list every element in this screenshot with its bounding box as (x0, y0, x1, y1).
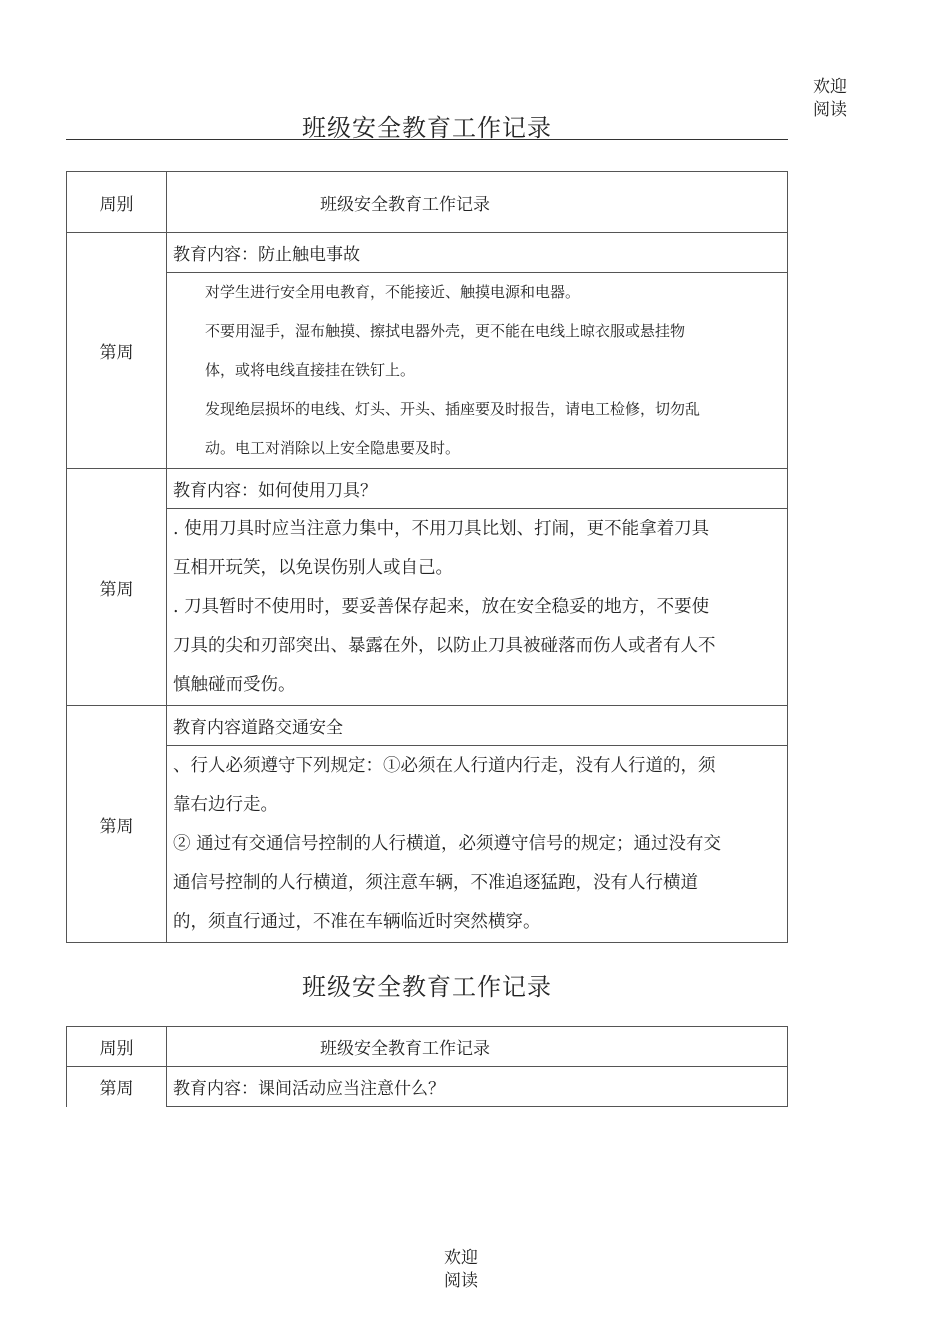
week-column-header: 周别 (67, 172, 167, 233)
week-column-header: 周别 (67, 1027, 167, 1067)
education-content (167, 273, 788, 469)
content-line: 、行人必须遵守下列规定：①必须在人行道内行走，没有人行道的，须 (173, 755, 716, 776)
content-line: 不要用湿手，湿布触摸、擦拭电器外壳，更不能在电线上晾衣服或悬挂物 (205, 322, 686, 340)
education-content (167, 509, 788, 706)
table-row (67, 233, 788, 273)
education-topic: 教育内容道路交通安全 (167, 706, 788, 746)
welcome-line-1: 欢迎 (444, 1248, 478, 1268)
safety-record-table (66, 171, 788, 943)
content-line: ② 通过有交通信号控制的人行横道，必须遵守信号的规定；通过没有交 (173, 833, 722, 854)
week-label: 第周 (67, 233, 167, 469)
table-row (67, 706, 788, 746)
content-line: 对学生进行安全用电教育，不能接近、触摸电源和电器。 (205, 283, 581, 301)
welcome-read-label-top (810, 76, 850, 122)
week-label: 第周 (67, 1067, 167, 1107)
education-content (167, 746, 788, 943)
record-column-header: 班级安全教育工作记录 (167, 1027, 788, 1067)
title-underline (66, 139, 788, 140)
page-title: 班级安全教育工作记录 (302, 973, 552, 1001)
content-line: 动。电工对消除以上安全隐患要及时。 (205, 439, 461, 457)
content-line: 体，或将电线直接挂在铁钉上。 (205, 361, 416, 379)
week-label: 第周 (67, 706, 167, 943)
welcome-read-label-bottom (441, 1247, 481, 1293)
education-topic: 教育内容：如何使用刀具？ (167, 469, 788, 509)
content-line: . 刀具暂时不使用时，要妥善保存起来，放在安全稳妥的地方，不要使 (173, 596, 710, 617)
page-title: 班级安全教育工作记录 (302, 114, 552, 142)
table-header-row (67, 1027, 788, 1067)
content-line: 互相开玩笑，以免误伤别人或自己。 (173, 557, 453, 578)
safety-record-table (66, 1026, 788, 1107)
table-row (67, 746, 788, 943)
content-line: 慎触碰而受伤。 (173, 674, 296, 695)
table-row (67, 273, 788, 469)
table-row (67, 1067, 788, 1107)
table-row (67, 469, 788, 509)
table-header-row (67, 172, 788, 233)
week-label: 第周 (67, 469, 167, 706)
content-line: 的，须直行通过，不准在车辆临近时突然横穿。 (173, 911, 541, 932)
education-topic: 教育内容：课间活动应当注意什么？ (167, 1067, 788, 1107)
welcome-line-1: 欢迎 (813, 77, 847, 97)
content-line: 发现绝层损坏的电线、灯头、开头、插座要及时报告，请电工检修，切勿乱 (205, 400, 701, 418)
content-line: . 使用刀具时应当注意力集中，不用刀具比划、打闹，更不能拿着刀具 (173, 518, 710, 539)
education-topic: 教育内容：防止触电事故 (167, 233, 788, 273)
record-column-header: 班级安全教育工作记录 (167, 172, 788, 233)
content-line: 靠右边行走。 (173, 794, 278, 815)
welcome-line-2: 阅读 (813, 100, 847, 120)
content-line: 通信号控制的人行横道，须注意车辆，不准追逐猛跑，没有人行横道 (173, 872, 698, 893)
table-row (67, 509, 788, 706)
content-line: 刀具的尖和刃部突出、暴露在外，以防止刀具被碰落而伤人或者有人不 (173, 635, 716, 656)
welcome-line-2: 阅读 (444, 1271, 478, 1291)
